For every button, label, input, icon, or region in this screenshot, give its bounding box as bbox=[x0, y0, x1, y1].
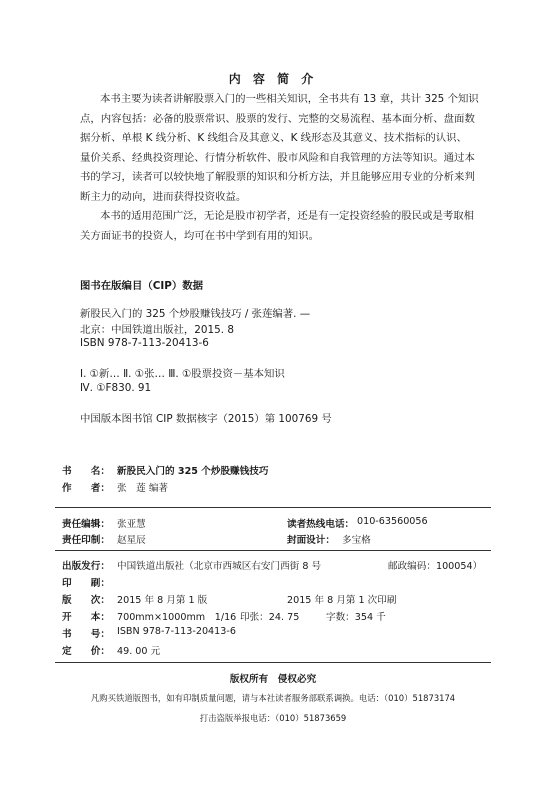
price-value: 49. 00 元 bbox=[117, 646, 161, 657]
hotline-number: 010-63560056 bbox=[357, 516, 428, 527]
sheets-value: 印张：24. 75 bbox=[240, 612, 300, 623]
edition-label: 版 次： bbox=[62, 595, 110, 606]
edition-value: 2015 年 8 月第 1 版 bbox=[117, 595, 208, 606]
publisher-label: 出版发行： bbox=[62, 561, 110, 572]
editor-label: 责任编辑： bbox=[62, 519, 110, 530]
cip-line: 中国版本图书馆 CIP 数据核字（2015）第 100769 号 bbox=[80, 413, 332, 425]
service-notice: 凡购买铁道版图书，如有印制质量问题，请与本社读者服务部联系调换。电话：（010）51873174 bbox=[90, 693, 456, 703]
intro-line: 点，内容包括：必备的股票常识、股票的发行、完整的交易流程、基本面分析、盘面数 bbox=[80, 112, 475, 125]
book-author: 张 莲 编著 bbox=[117, 483, 169, 494]
printing-label: 责任印制： bbox=[62, 535, 110, 546]
cip-line: Ⅰ. ①新… Ⅱ. ①张… Ⅲ. ①股票投资－基本知识 bbox=[80, 368, 285, 380]
piracy-hotline: 打击盗版举报电话：（010）51873659 bbox=[199, 713, 347, 723]
cip-line: 北京：中国铁道出版社，2015. 8 bbox=[80, 324, 234, 336]
editor-name: 张亚慧 bbox=[117, 519, 146, 530]
printer-label: 印 刷： bbox=[62, 578, 110, 589]
printing-date: 2015 年 8 月第 1 次印刷 bbox=[287, 595, 397, 606]
intro-line: 据分析、单根 K 线分析、K 线组合及其意义、K 线形态及其意义、技术指标的认识、 bbox=[80, 132, 467, 144]
price-label: 定 价： bbox=[62, 646, 110, 657]
isbn-value: ISBN 978-7-113-20413-6 bbox=[117, 626, 236, 637]
cip-line: 新股民入门的 325 个炒股赚钱技巧 / 张莲编著. — bbox=[80, 308, 311, 320]
intro-line: 关方面证书的投资人，均可在书中学到有用的知识。 bbox=[80, 229, 319, 242]
intro-line: 本书主要为读者讲解股票入门的一些相关知识，全书共有 13 章，共计 325 个知识 bbox=[100, 93, 479, 105]
isbn-label: 书 号： bbox=[62, 629, 110, 640]
format-label: 开 本： bbox=[62, 612, 110, 623]
printing-name: 赵星辰 bbox=[117, 535, 146, 546]
book-title: 新股民入门的 325 个炒股赚钱技巧 bbox=[117, 466, 269, 477]
postcode: 邮政编码：100054） bbox=[388, 561, 483, 572]
cover-label: 封面设计： bbox=[287, 535, 335, 546]
book-author-label: 作 者： bbox=[62, 483, 110, 494]
publisher-value: 中国铁道出版社（北京市西城区右安门西街 8 号 bbox=[117, 561, 322, 572]
intro-line: 书的学习，读者可以较快地了解股票的知识和分析方法，并且能够应用专业的分析来判 bbox=[80, 171, 475, 183]
cip-heading: 图书在版编目（CIP）数据 bbox=[80, 280, 204, 292]
word-count: 字数：354 千 bbox=[326, 612, 386, 623]
format-value: 700mm×1000mm 1/16 bbox=[117, 612, 237, 623]
intro-line: 断主力的动向，进而获得投资收益。 bbox=[80, 190, 247, 203]
cover-designer: 多宝格 bbox=[342, 535, 371, 546]
cip-line: ISBN 978-7-113-20413-6 bbox=[80, 337, 209, 349]
intro-line: 量价关系、经典投资理论、行情分析软件、股市风险和自我管理的方法等知识。通过本 bbox=[80, 151, 475, 164]
intro-paragraph-1 bbox=[80, 90, 479, 246]
divider bbox=[55, 507, 491, 508]
copyright: 版权所有 侵权必究 bbox=[229, 674, 317, 685]
divider bbox=[55, 662, 491, 663]
cip-line: Ⅳ. ①F830. 91 bbox=[80, 382, 152, 394]
intro-title: 内 容 简 介 bbox=[228, 72, 318, 86]
hotline-label: 读者热线电话： bbox=[287, 519, 355, 530]
book-title-label: 书 名： bbox=[62, 466, 110, 477]
divider bbox=[55, 550, 491, 551]
intro-line: 本书的适用范围广泛，无论是股市初学者，还是有一定投资经验的股民或是考取相 bbox=[100, 210, 475, 222]
